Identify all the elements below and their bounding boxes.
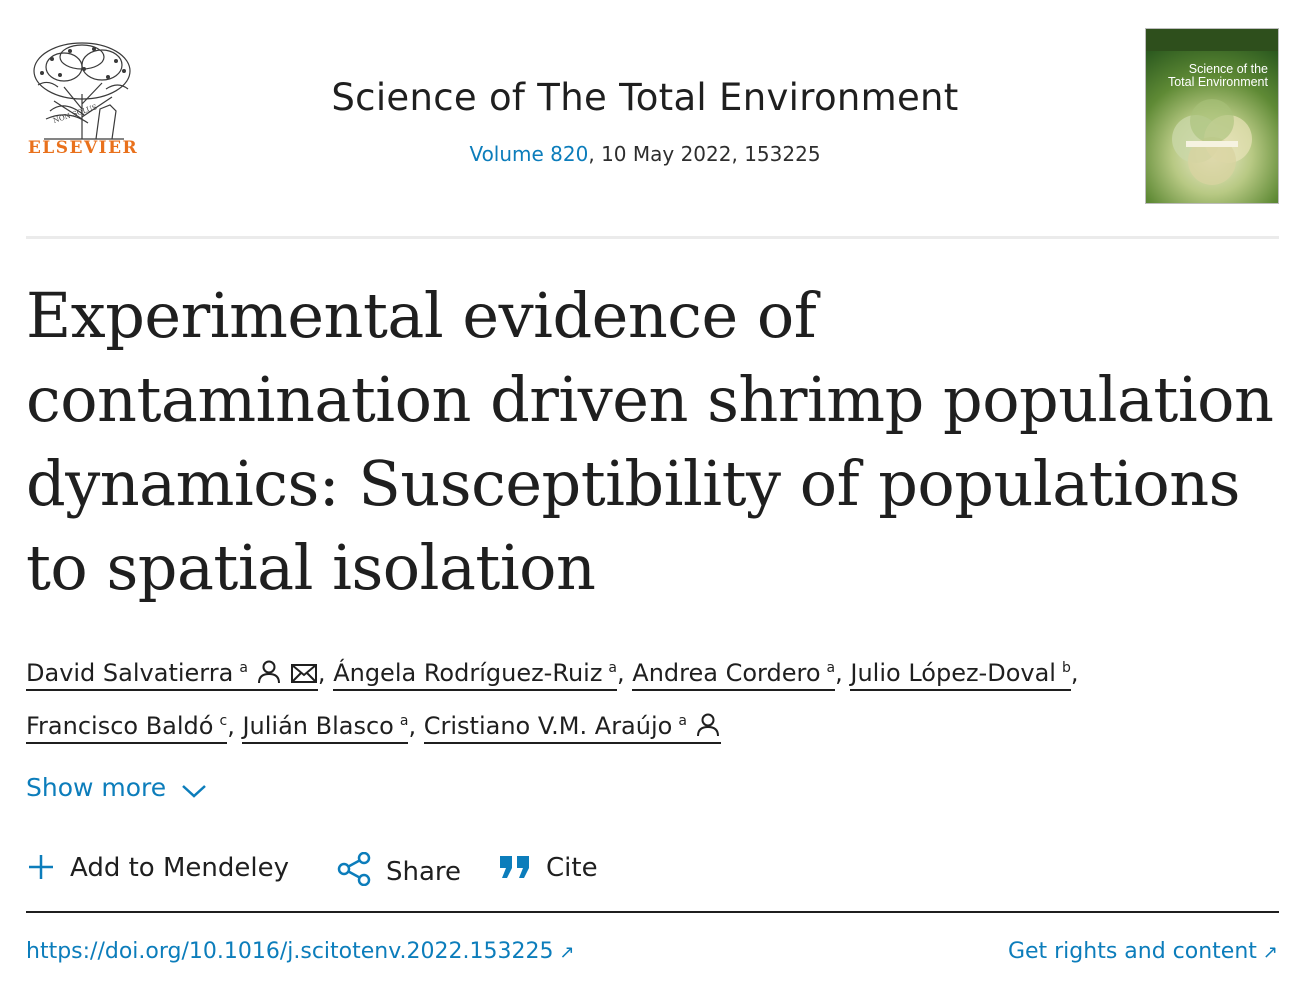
cite-button[interactable] [498, 852, 598, 883]
author-separator: , [317, 659, 326, 687]
author-name[interactable]: David Salvatierra [26, 659, 234, 687]
author-separator: , [617, 659, 625, 687]
doi-text[interactable]: https://doi.org/10.1016/j.scitotenv.2022.153225 [26, 939, 554, 964]
get-rights-link[interactable] [1008, 939, 1278, 964]
add-to-mendeley-label[interactable]: Add to Mendeley [70, 853, 289, 883]
author-separator: , [835, 659, 843, 687]
show-more-label[interactable]: Show more [26, 773, 167, 802]
affiliation-marker: a [239, 660, 248, 676]
author-name[interactable]: Andrea Cordero [632, 659, 821, 687]
share-label[interactable]: Share [386, 857, 462, 887]
cover-art [1146, 29, 1278, 203]
author-link[interactable] [242, 712, 408, 744]
author-name[interactable]: Julio López-Doval [850, 659, 1056, 687]
author-separator: , [1070, 659, 1079, 687]
add-to-mendeley-button[interactable] [26, 852, 289, 883]
affiliation-marker: a [678, 713, 687, 729]
external-link-icon: ↗ [559, 942, 575, 963]
author-link[interactable] [850, 659, 1070, 691]
share-icon [336, 852, 372, 886]
author-separator: , [408, 712, 417, 740]
article-title: Experimental evidence of contamination driven shrimp population dynamics: Susceptibility of populations to spatial isolation [26, 279, 1274, 604]
author-link[interactable] [424, 712, 721, 744]
external-link-icon: ↗ [1262, 942, 1278, 963]
doi-link[interactable] [26, 939, 575, 964]
article-header [0, 0, 1300, 240]
issue-info [0, 142, 1290, 166]
author-link[interactable] [632, 659, 835, 691]
chevron-down-icon [180, 782, 208, 800]
header-divider [26, 236, 1279, 239]
show-more-button[interactable] [26, 773, 208, 802]
volume-link[interactable]: Volume 820 [469, 142, 589, 166]
journal-title-text[interactable]: Science of The Total Environment [331, 76, 959, 119]
author-name[interactable]: Francisco Baldó [26, 712, 214, 740]
author-name[interactable]: Cristiano V.M. Araújo [423, 712, 673, 740]
author-name[interactable]: Ángela Rodríguez-Ruiz [333, 659, 603, 687]
get-rights-text[interactable]: Get rights and content [1007, 939, 1257, 964]
plus-icon [26, 852, 56, 882]
affiliation-marker: a [399, 713, 409, 729]
affiliation-marker: c [219, 713, 228, 729]
email-icon[interactable] [290, 663, 318, 685]
author-link[interactable] [26, 712, 227, 744]
share-button[interactable] [336, 852, 461, 887]
journal-title[interactable] [0, 76, 1290, 119]
author-link[interactable] [26, 659, 318, 691]
affiliation-marker: a [826, 660, 836, 676]
author-name[interactable]: Julián Blasco [242, 712, 394, 740]
cover-title [1168, 63, 1268, 89]
person-icon [256, 659, 282, 685]
cover-title-line1: Science of the [1188, 62, 1268, 76]
quote-icon [498, 852, 532, 882]
issue-details: , 10 May 2022, 153225 [588, 142, 821, 166]
actions-divider [26, 911, 1279, 913]
author-link[interactable] [333, 659, 617, 691]
cover-title-line2: Total Environment [1167, 75, 1268, 89]
affiliation-marker: a [608, 660, 618, 676]
person-icon [695, 712, 721, 738]
journal-cover-image[interactable] [1145, 28, 1279, 204]
author-list [26, 644, 1276, 750]
logo-motto: NON SOLUS [52, 103, 99, 125]
affiliation-marker: b [1061, 660, 1071, 676]
elsevier-wordmark[interactable]: ELSEVIER [27, 138, 139, 158]
cite-label[interactable]: Cite [546, 853, 598, 883]
author-separator: , [227, 712, 235, 740]
